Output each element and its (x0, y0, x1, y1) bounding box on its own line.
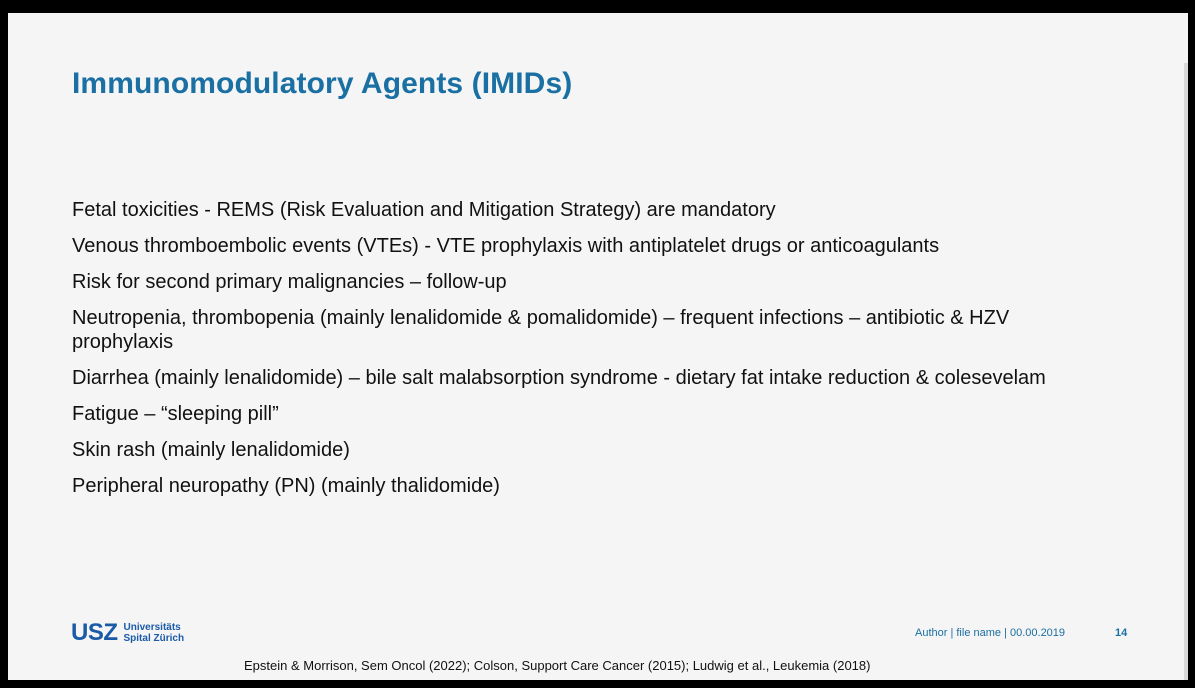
footer-meta: Author | file name | 00.00.2019 (915, 627, 1066, 639)
logo-line-2: Spital Zürich (123, 633, 185, 644)
logo-mark: USZ (71, 619, 118, 646)
logo-line-1: Universitäts (123, 622, 181, 633)
bullet-item: Risk for second primary malignancies – follow-up (72, 271, 507, 293)
presentation-slide (8, 13, 1188, 680)
bullet-item: Venous thromboembolic events (VTEs) - VTE prophylaxis with antiplatelet drugs or anticoagulants (72, 235, 940, 257)
bullet-item: Skin rash (mainly lenalidomide) (72, 439, 350, 461)
bullet-item: Diarrhea (mainly lenalidomide) – bile salt malabsorption syndrome - dietary fat intake reduction & colesevelam (72, 367, 1046, 389)
logo-text (124, 622, 185, 644)
usz-logo (71, 619, 184, 647)
slide-title: Immunomodulatory Agents (IMIDs) (72, 67, 573, 100)
bullet-item: Fetal toxicities - REMS (Risk Evaluation and Mitigation Strategy) are mandatory (72, 199, 776, 221)
bullet-item: Peripheral neuropathy (PN) (mainly thalidomide) (72, 475, 500, 497)
bullet-item: Fatigue – “sleeping pill” (72, 403, 279, 425)
bullet-item: Neutropenia, thrombopenia (mainly lenalidomide & pomalidomide) – frequent infections – antibiotic & HZV prophylaxis (72, 307, 1010, 353)
page-number: 14 (1115, 627, 1128, 639)
slide-edge-strip (1184, 63, 1188, 680)
bullet-list (72, 198, 1112, 510)
citation: Epstein & Morrison, Sem Oncol (2022); Colson, Support Care Cancer (2015); Ludwig et al., Leukemia (2018) (244, 658, 871, 673)
